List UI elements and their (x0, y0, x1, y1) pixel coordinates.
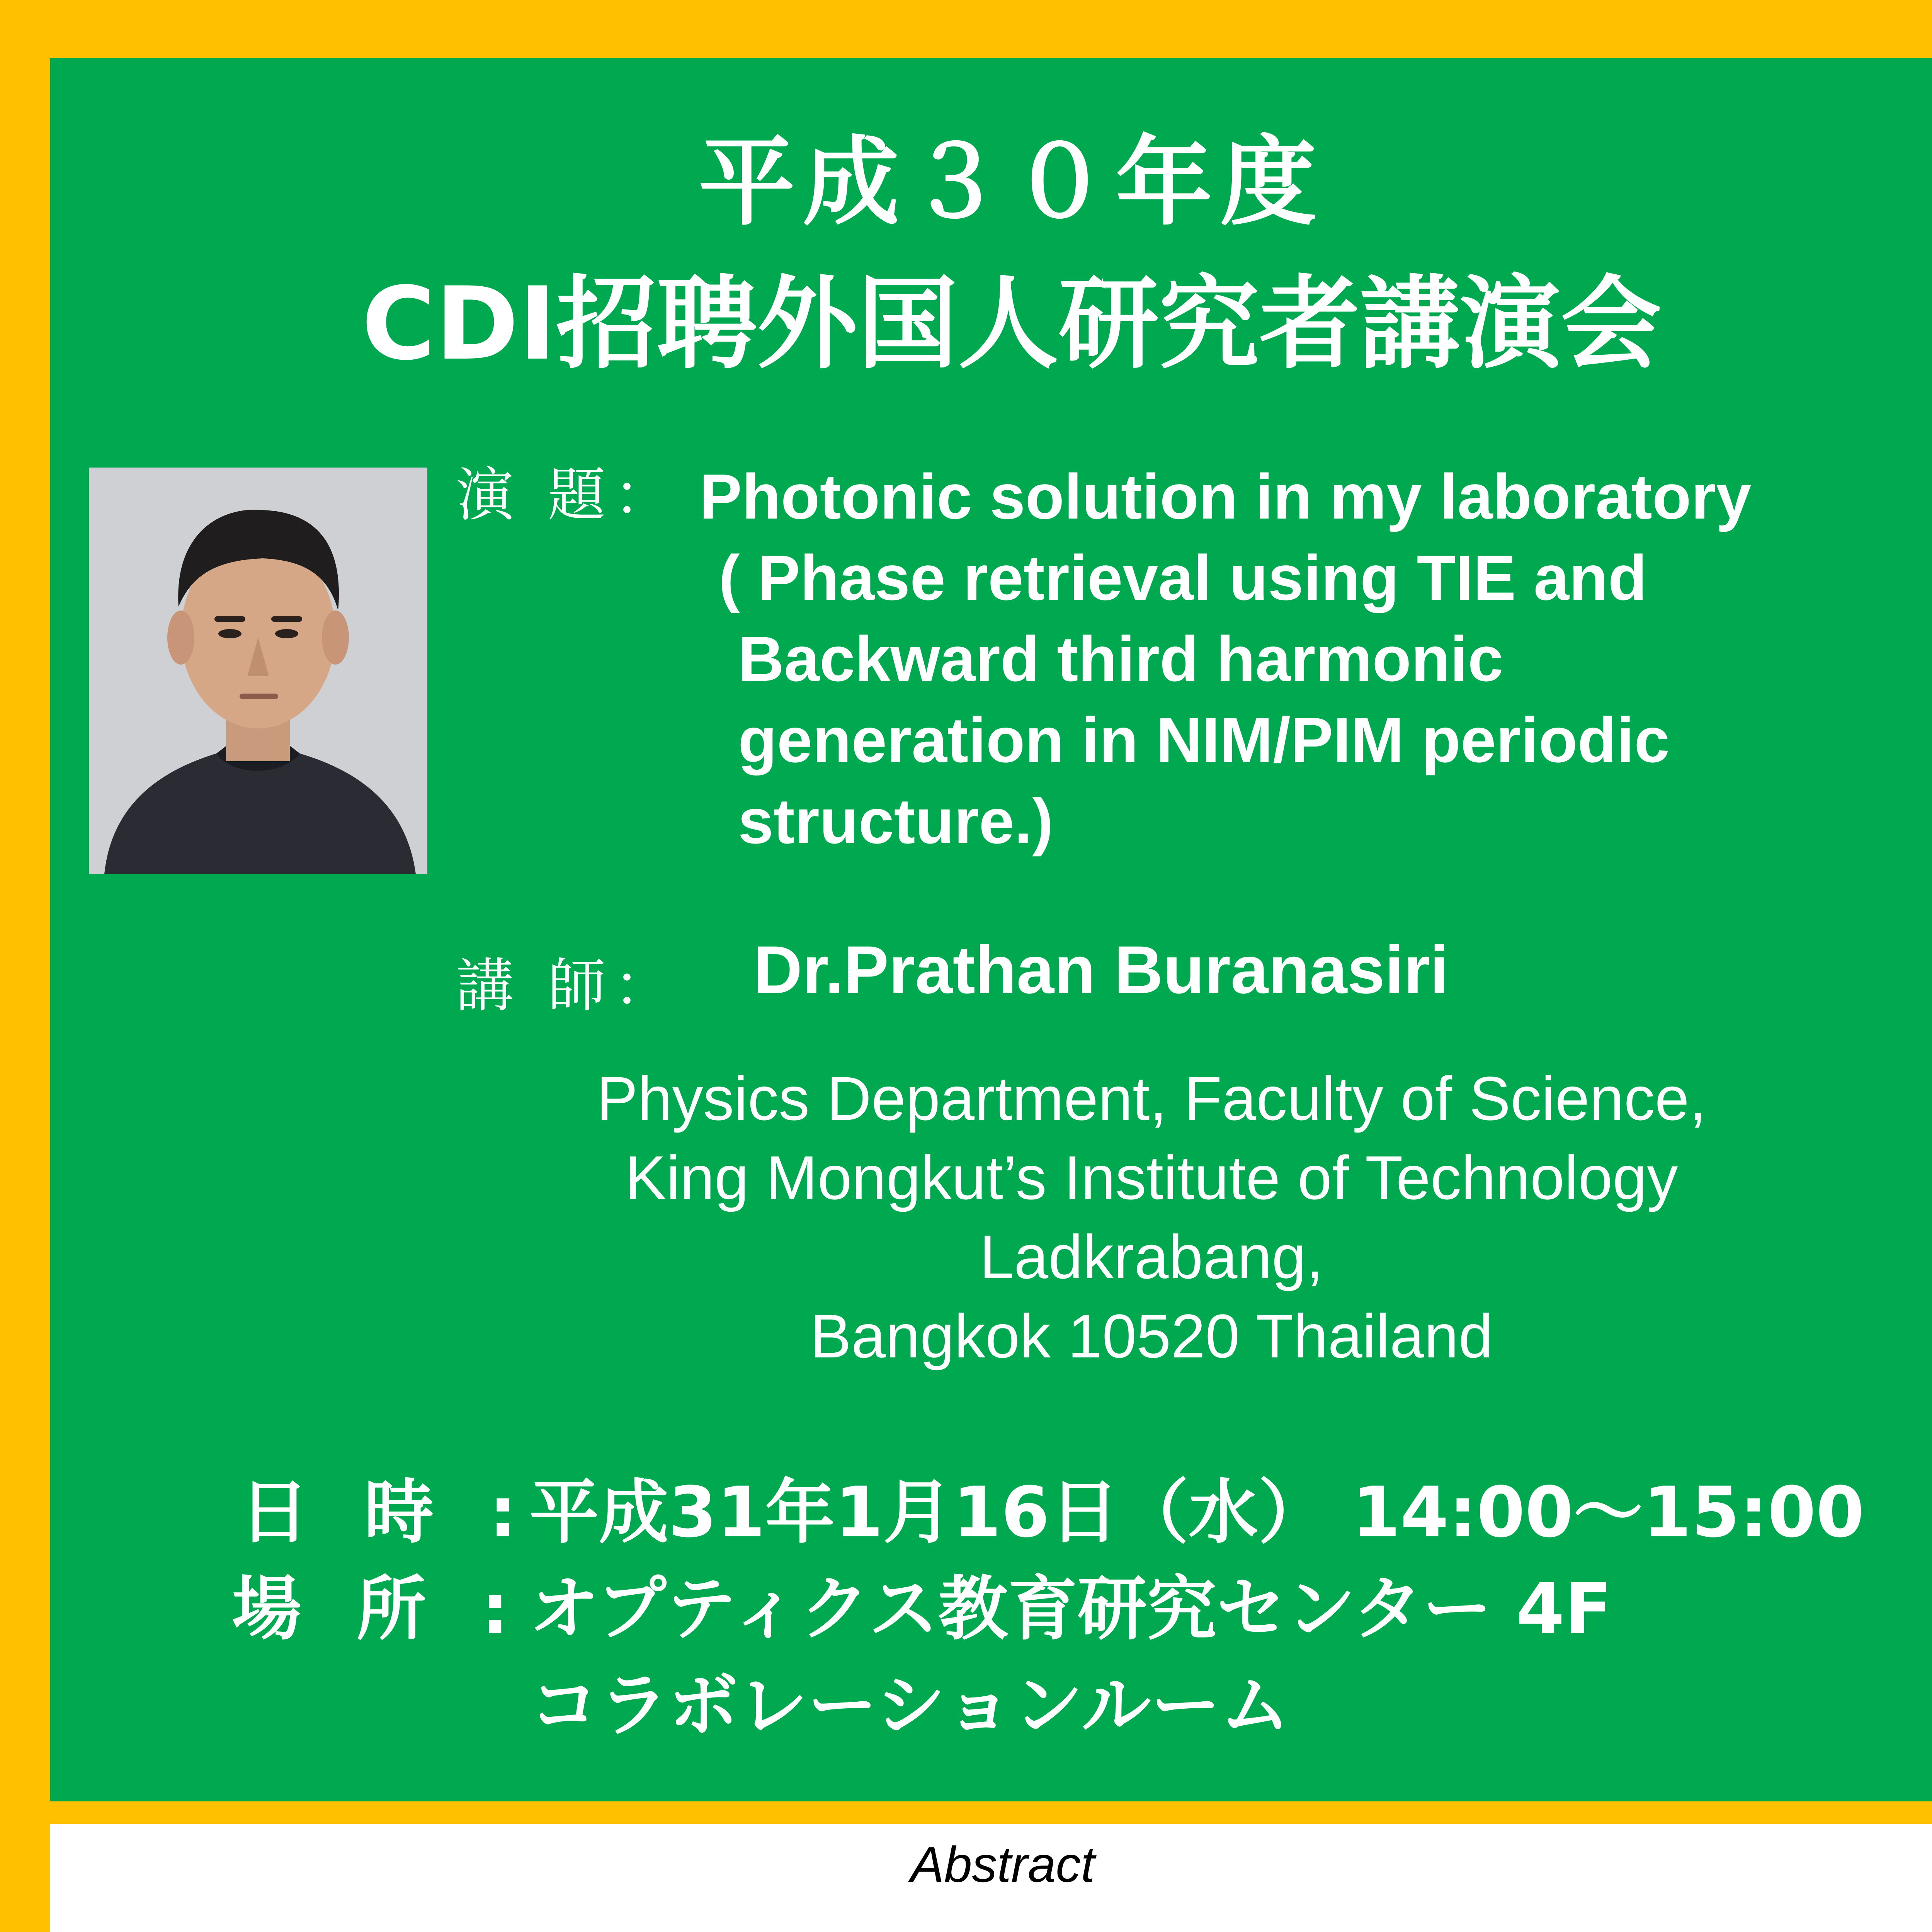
title-event: CDI招聘外国人研究者講演会 (361, 266, 1662, 383)
affiliation-line: King Mongkut’s Institute of Technology (625, 1143, 1678, 1212)
affiliation-line: Physics Department, Faculty of Science, (596, 1064, 1707, 1133)
talk-title-line: structure.) (738, 786, 1053, 857)
affiliation-line: Bangkok 10520 Thailand (810, 1301, 1493, 1371)
talk-title-label: 演 題： (456, 462, 679, 529)
talk-title-line: Photonic solution in my laboratory (699, 461, 1752, 532)
event-place: オプティクス教育研究センター 4F (529, 1569, 1612, 1650)
date-label: 日 時 : (240, 1472, 532, 1553)
lecturer-affiliation (495, 1059, 1808, 1376)
event-date: 平成31年1月16日（水） 14:00～15:00 (529, 1472, 1864, 1553)
talk-title-line: ( Phase retrieval using TIE and (719, 542, 1647, 613)
speaker-photo (89, 468, 427, 874)
talk-title (699, 456, 1752, 862)
header-panel (50, 58, 1932, 1801)
place-label: 場 所 : (232, 1569, 525, 1650)
lecturer-name: Dr.Prathan Buranasiri (753, 932, 1449, 1008)
title-year: 平成３０年度 (698, 126, 1325, 238)
abstract-title: Abstract (910, 1836, 1095, 1893)
abstract-panel (50, 1824, 1932, 1932)
event-room: コラボレーションルーム (529, 1665, 1290, 1746)
affiliation-line: Ladkrabang, (980, 1222, 1323, 1291)
talk-title-line: generation in NIM/PIM periodic (738, 704, 1670, 776)
talk-title-line: Backward third harmonic (738, 623, 1503, 694)
lecturer-label: 講 師： (456, 952, 679, 1020)
